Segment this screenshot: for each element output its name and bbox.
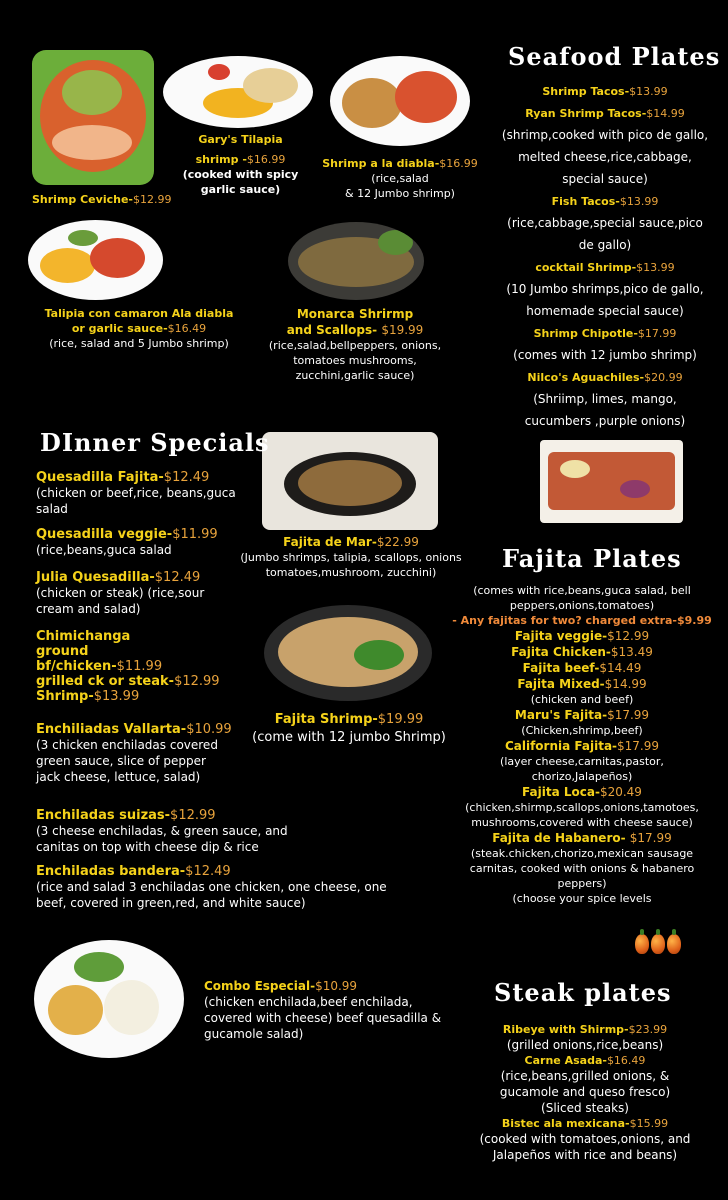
photo-combo-especial xyxy=(34,940,184,1058)
dinner-item-quesadilla-fajita: Quesadilla Fajita-$12.49 (chicken or beef,rice, beans,guca salad xyxy=(36,470,236,516)
steak-title: Steak plates xyxy=(494,978,672,1007)
list-item: Fajita de Habanero- $17.99 xyxy=(492,831,672,845)
photo-monarca xyxy=(288,222,424,300)
photo-talipia-diabla xyxy=(28,220,163,300)
list-item: Fajita beef-$14.49 xyxy=(522,661,642,675)
seafood-list: Shrimp Tacos-$13.99 Ryan Shrimp Tacos-$14.99 (shrimp,cooked with pico de gallo, melted cheese,rice,cabbage, special sauce) Fish Tacos-$13.99 (rice,cabbage,special sauce,pico de gallo) cocktail Shrimp-$13.99 (10 Jumbo shrimps,pico de gallo, homemade special sauce) Shrimp Chipotle-$17.99 (comes with 12 jumbo shrimp) Nilco's Aguachiles-$20.99 (Shriimp, limes, mango, cucumbers ,purple onions) xyxy=(500,80,710,432)
dinner-item-quesadilla-veggie: Quesadilla veggie-$11.99 (rice,beans,guca salad xyxy=(36,527,218,557)
tilapia-caption: Gary's Tilapia shrimp -$16.99 (cooked with spicy garlic sauce) xyxy=(182,133,299,196)
dinner-title: DInner Specials xyxy=(40,428,270,457)
list-item: Fajita Chicken-$13.49 xyxy=(511,645,653,659)
photo-shrimp-diabla xyxy=(330,56,470,146)
ceviche-caption: Shrimp Ceviche-$12.99 xyxy=(32,193,172,206)
list-item: Ryan Shrimp Tacos-$14.99 xyxy=(525,107,685,120)
list-item: Carne Asada-$16.49 xyxy=(524,1054,646,1067)
photo-fajita-de-mar xyxy=(262,432,438,530)
combo-caption: Combo Especial-$10.99 (chicken enchilada,beef enchilada, covered with cheese) beef quesadilla & gucamole salad) xyxy=(204,979,442,1041)
photo-fajita-shrimp xyxy=(264,605,432,701)
list-item: Fajita Mixed-$14.99 xyxy=(517,677,647,691)
dinner-item-enchiladas-suizas: Enchiladas suizas-$12.99 (3 cheese enchiladas, & green sauce, and canitas on top with cheese dip & rice xyxy=(36,808,288,854)
list-item: Maru's Fajita-$17.99 xyxy=(514,708,650,722)
dinner-item-julia-quesadilla: Julia Quesadilla-$12.49 (chicken or steak) (rice,sour cream and salad) xyxy=(36,570,205,616)
talipia-caption: Talipia con camaron Ala diabla or garlic sauce-$16.49 (rice, salad and 5 Jumbo shrimp) xyxy=(44,307,234,350)
fajita-shrimp-caption: Fajita Shrimp-$19.99 (come with 12 jumbo Shrimp) xyxy=(252,712,446,745)
steak-list: Ribeye with Shirmp-$23.99 (grilled onions,rice,beans) Carne Asada-$16.49 (rice,beans,grilled onions, & gucamole and queso fresco) (Sliced steaks) Bistec ala mexicana-$15.99 (cooked with tomatoes,onions, and Jalapeños with rice and beans) xyxy=(460,1022,710,1163)
photo-garys-tilapia xyxy=(163,56,313,128)
fajita-list: (comes with rice,beans,guca salad, bell peppers,onions,tomatoes) - Any fajitas for two? charged extra-$9.99 Fajita veggie-$12.99 Fajita Chicken-$13.49 Fajita beef-$14.49 Fajita Mixed-$14.99 (chicken and beef) Maru's Fajita-$17.99 (Chicken,shrimp,beef) California Fajita-$17.99 (layer cheese,carnitas,pastor, chorizo,Jalapeños) Fajita Loca-$20.49 (chicken,shirmp,scallops,onions,tamotoes, mushrooms,covered with cheese sauce) Fajita de Habanero- $17.99 (steak.chicken,chorizo,mexican sausage carnitas, cooked with onions & habanero peppers) (choose your spice levels xyxy=(452,584,712,905)
list-item: Nilco's Aguachiles-$20.99 xyxy=(527,371,683,384)
seafood-title: Seafood Plates xyxy=(508,42,721,71)
photo-shrimp-ceviche xyxy=(32,50,154,185)
diabla-caption: Shrimp a la diabla-$16.99 (rice,salad & 12 Jumbo shrimp) xyxy=(322,157,478,200)
dinner-item-chimichanga: Chimichanga ground bf/chicken-$11.99 grilled ck or steak-$12.99 Shrimp-$13.99 xyxy=(36,629,220,704)
dinner-item-enchiladas-bandera: Enchiladas bandera-$12.49 (rice and salad 3 enchiladas one chicken, one cheese, one beef, covered in green,red, and white sauce) xyxy=(36,864,387,910)
fajita-mar-caption: Fajita de Mar-$22.99 (Jumbo shrimps, talipia, scallops, onions tomatoes,mushroom, zucchini) xyxy=(240,535,462,579)
list-item: Fajita Loca-$20.49 xyxy=(522,785,642,799)
list-item: Ribeye with Shirmp-$23.99 xyxy=(502,1023,668,1036)
list-item: Fish Tacos-$13.99 xyxy=(551,195,659,208)
chili-pepper-icon xyxy=(634,934,682,958)
list-item: Shrimp Tacos-$13.99 xyxy=(542,85,668,98)
list-item: Fajita veggie-$12.99 xyxy=(514,629,650,643)
monarca-caption: Monarca Shrirmp and Scallops- $19.99 (rice,salad,bellpeppers, onions, tomatoes mushrooms, zucchini,garlic sauce) xyxy=(268,307,442,382)
dinner-item-enchiladas-vallarta: Enchiliadas Vallarta-$10.99 (3 chicken enchiladas covered green sauce, slice of pepper jack cheese, lettuce, salad) xyxy=(36,722,232,784)
fajita-for-two-note: - Any fajitas for two? charged extra-$9.99 xyxy=(452,614,712,627)
list-item: cocktail Shrimp-$13.99 xyxy=(535,261,675,274)
list-item: Bistec ala mexicana-$15.99 xyxy=(501,1117,669,1130)
photo-aguachiles xyxy=(540,440,683,523)
list-item: Shrimp Chipotle-$17.99 xyxy=(533,327,677,340)
list-item: California Fajita-$17.99 xyxy=(504,739,660,753)
fajita-title: Fajita Plates xyxy=(502,544,682,573)
